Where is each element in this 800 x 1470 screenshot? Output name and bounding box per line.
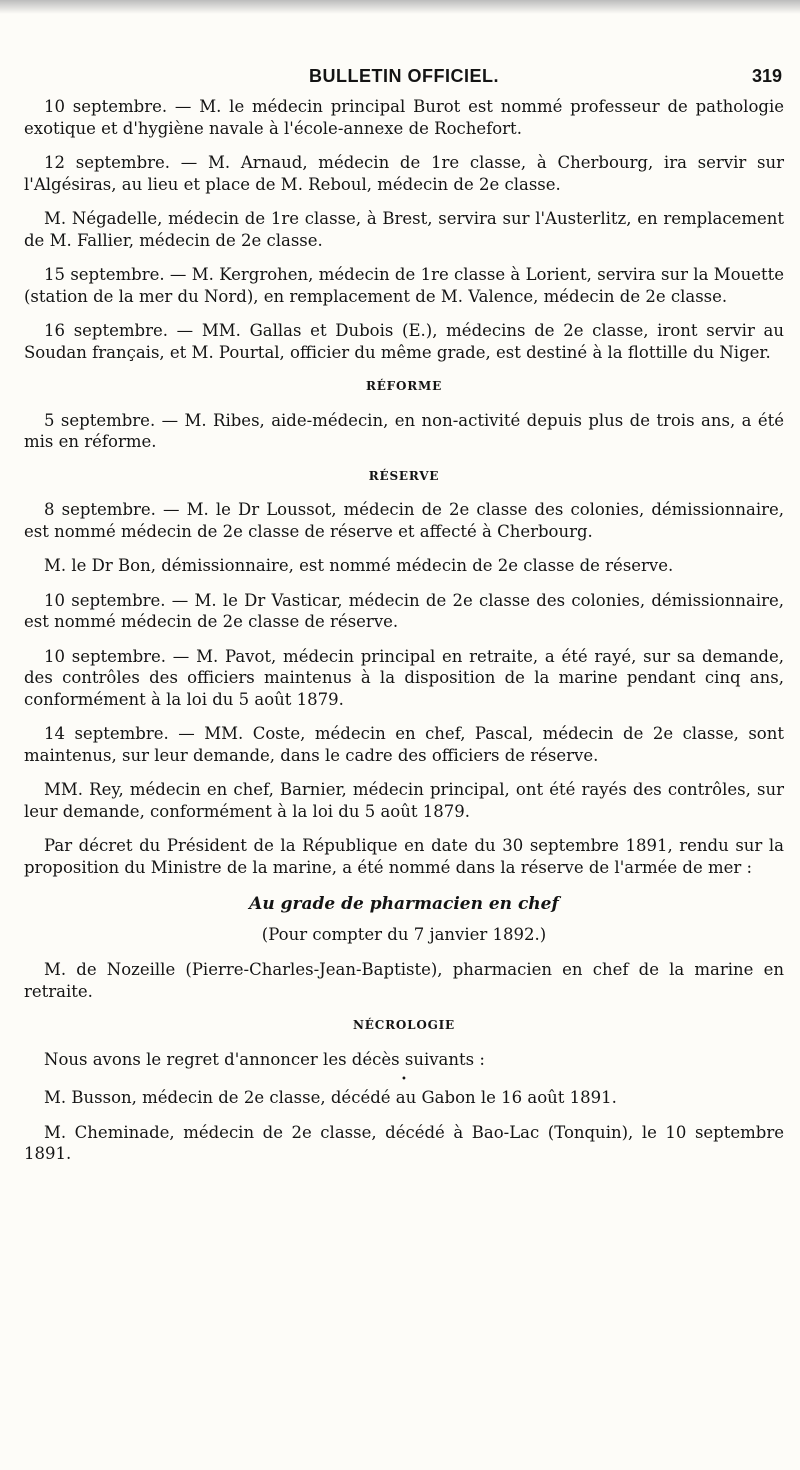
paragraph: M. de Nozeille (Pierre-Charles-Jean-Baptiste), pharmacien en chef de la marine en retraite. [24,960,784,1001]
paragraph: 5 septembre. — M. Ribes, aide-médecin, en non-activité depuis plus de trois ans, a été mis en réforme. [24,410,784,451]
section-heading-reserve: RÉSERVE [368,468,440,483]
paragraph: 10 septembre. — M. le Dr Vasticar, médecin de 2e classe des colonies, démissionnaire, est nommé médecin de 2e classe de réserve. [24,590,784,631]
paragraph: Par décret du Président de la République en date du 30 septembre 1891, rendu sur la proposition du Ministre de la marine, a été nommé dans la réserve de l'armée de mer : [24,836,784,877]
paragraph: 14 septembre. — MM. Coste, médecin en chef, Pascal, médecin de 2e classe, sont maintenus, sur leur demande, dans le cadre des officiers de réserve. [24,724,784,765]
paragraph: M. Busson, médecin de 2e classe, décédé au Gabon le 16 août 1891. [44,1088,617,1107]
paragraph: 15 septembre. — M. Kergrohen, médecin de 1re classe à Lorient, servira sur la Mouette (station de la mer du Nord), en remplacement de M. Valence, médecin de 2e classe. [24,265,784,306]
running-title: BULLETIN OFFICIEL. [309,66,499,86]
page-edge-shadow [0,0,800,14]
paragraph: M. Négadelle, médecin de 1re classe, à Brest, servira sur l'Austerlitz, en remplacement de M. Fallier, médecin de 2e classe. [24,209,784,250]
ornament-mark: • [401,1074,407,1085]
grade-note: (Pour compter du 7 janvier 1892.) [261,924,547,944]
paragraph: M. Cheminade, médecin de 2e classe, décédé à Bao-Lac (Tonquin), le 10 septembre 1891. [24,1122,784,1163]
paragraph: M. le Dr Bon, démissionnaire, est nommé médecin de 2e classe de réserve. [44,556,674,575]
necrologie-intro: Nous avons le regret d'annoncer les décès suivants : [44,1049,485,1069]
section-heading-reforme: RÉFORME [365,379,443,393]
paragraph: 10 septembre. — M. le médecin principal Burot est nommé professeur de pathologie exotique et d'hygiène navale à l'école-annexe de Rochefort. [24,97,784,138]
grade-heading: Au grade de pharmacien en chef [249,894,559,914]
paragraph: 10 septembre. — M. Pavot, médecin principal en retraite, a été rayé, sur sa demande, des contrôles des officiers maintenus à la disposition de la marine pendant cinq ans, conformément à la loi du 5 août 1879. [24,646,784,709]
page-header [24,64,784,92]
paragraph: MM. Rey, médecin en chef, Barnier, médecin principal, ont été rayés des contrôles, sur leur demande, conformément à la loi du 5 août 1879. [24,780,784,821]
page-number: 319 [751,66,782,86]
paragraph: 12 septembre. — M. Arnaud, médecin de 1re classe, à Cherbourg, ira servir sur l'Algésiras, au lieu et place de M. Reboul, médecin de 2e classe. [24,153,784,194]
section-heading-necrologie: NÉCROLOGIE [353,1018,455,1032]
document-body [24,96,784,1178]
paragraph: 8 septembre. — M. le Dr Loussot, médecin de 2e classe des colonies, démissionnaire, est nommé médecin de 2e classe de réserve et affecté à Cherbourg. [24,500,784,541]
paragraph: 16 septembre. — MM. Gallas et Dubois (E.), médecins de 2e classe, iront servir au Soudan français, et M. Pourtal, officier du même grade, est destiné à la flottille du Niger. [24,321,784,362]
